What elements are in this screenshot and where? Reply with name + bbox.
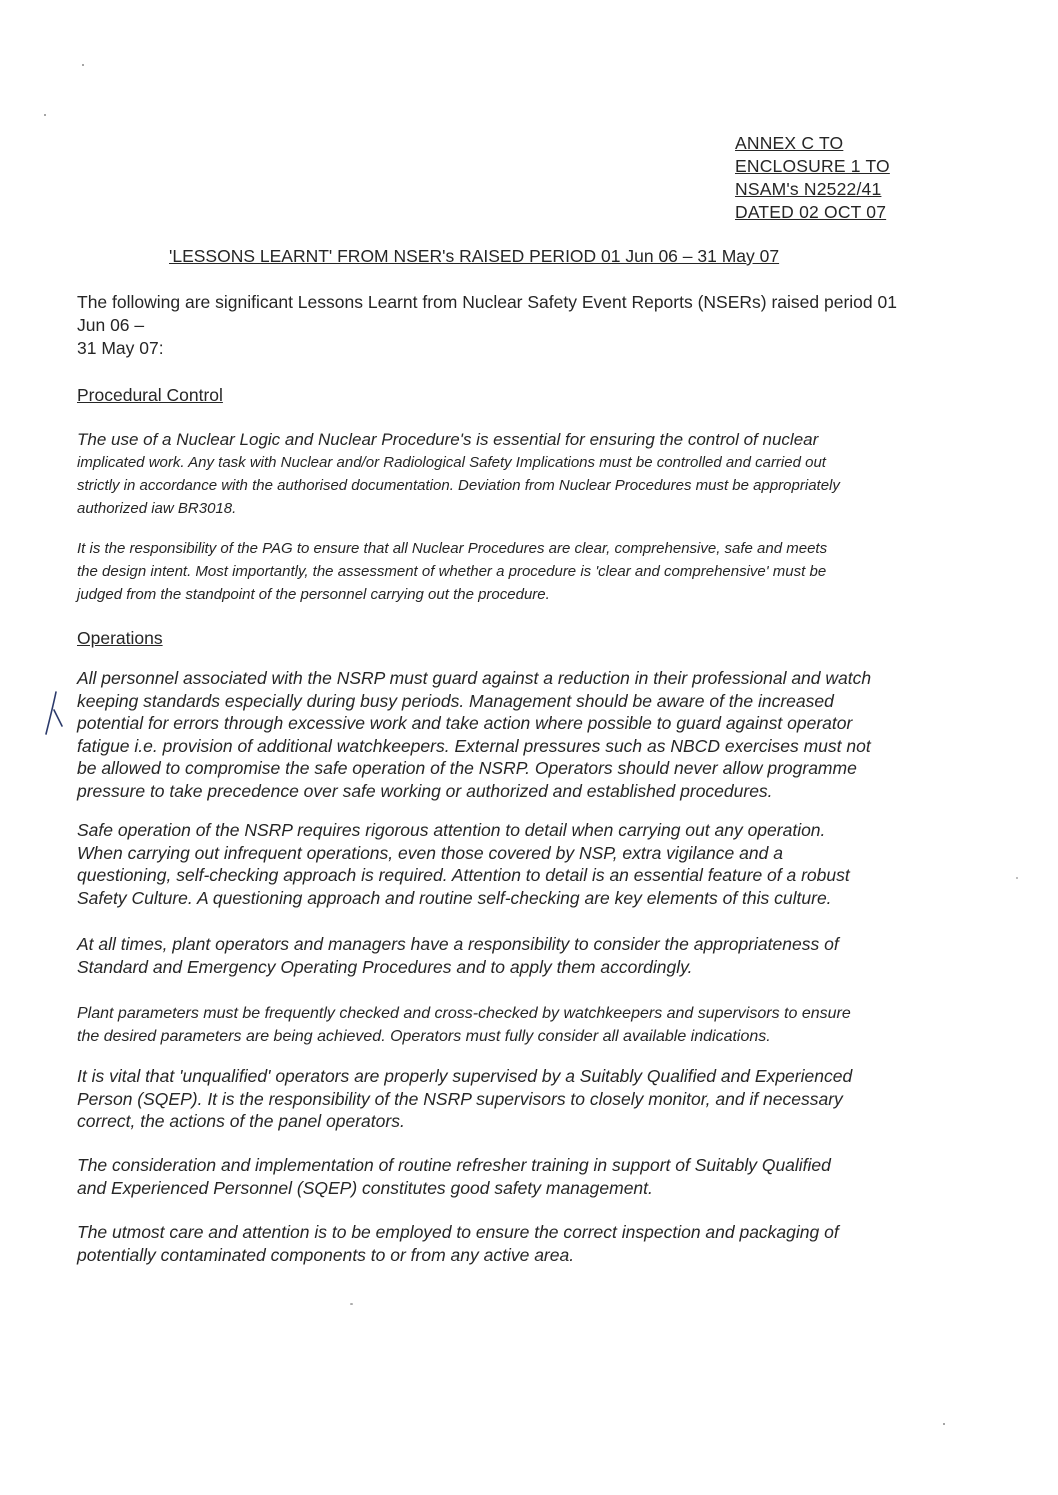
scan-speck [350,1303,353,1305]
text-line: authorized iaw BR3018. [77,500,237,517]
annex-line-4: DATED 02 OCT 07 [735,202,887,222]
operations-paragraph-3 [77,933,839,978]
annex-line-1: ANNEX C TO [735,133,844,153]
operations-paragraph-1 [77,667,871,802]
procedural-paragraph-2 [77,537,827,606]
annex-reference [735,132,890,224]
intro-line-2: Jun 06 – [77,315,145,335]
text-line: At all times, plant operators and managers have a responsibility to consider the appropriateness of [77,934,839,954]
text-line: implicated work. Any task with Nuclear and/or Radiological Safety Implications must be controlled and carried out [77,454,826,471]
text-line: potential for errors through excessive work and take action where possible to guard against operator [77,713,853,733]
scan-speck [1016,877,1018,879]
text-line: questioning, self-checking approach is required. Attention to detail is an essential feature of a robust [77,865,850,885]
scan-speck [82,64,84,66]
operations-paragraph-5 [77,1065,852,1133]
intro-paragraph [77,291,977,360]
text-line: The utmost care and attention is to be employed to ensure the correct inspection and packaging of [77,1222,839,1242]
text-line: the desired parameters are being achieved. Operators must fully consider all available indications. [77,1028,771,1045]
text-line: strictly in accordance with the authorised documentation. Deviation from Nuclear Procedures must be appropriately [77,477,840,494]
operations-paragraph-6 [77,1154,831,1199]
text-line: Person (SQEP). It is the responsibility of the NSRP supervisors to closely monitor, and if necessary [77,1088,843,1109]
text-line: The use of a Nuclear Logic and Nuclear Procedure's is essential for ensuring the control of nuclear [77,430,819,449]
text-line: potentially contaminated components to or from any active area. [77,1244,575,1265]
text-line: pressure to take precedence over safe working or authorized and established procedures. [77,780,773,801]
text-line: Safe operation of the NSRP requires rigorous attention to detail when carrying out any operation. [77,820,826,840]
text-line: It is vital that 'unqualified' operators are properly supervised by a Suitably Qualified and Experienced [77,1066,853,1086]
procedural-paragraph-1 [77,428,840,520]
text-line: and Experienced Personnel (SQEP) constitutes good safety management. [77,1177,653,1198]
scan-speck [943,1423,945,1425]
text-line: be allowed to compromise the safe operation of the NSRP. Operators should never allow programme [77,758,857,778]
text-line: All personnel associated with the NSRP must guard against a reduction in their professional and watch [77,668,872,688]
operations-paragraph-4 [77,1002,851,1048]
text-line: correct, the actions of the panel operators. [77,1111,405,1131]
margin-pen-mark [42,690,66,740]
text-line: keeping standards especially during busy periods. Management should be aware of the increased [77,690,834,711]
text-line: judged from the standpoint of the personnel carrying out the procedure. [77,586,550,603]
section-title-operations: Operations [77,628,163,648]
text-line: Plant parameters must be frequently checked and cross-checked by watchkeepers and supervisors to ensure [77,1005,851,1022]
text-line: When carrying out infrequent operations, even those covered by NSP, extra vigilance and a [77,842,783,863]
section-title-procedural-control: Procedural Control [77,385,223,405]
intro-line-1: The following are significant Lessons Learnt from Nuclear Safety Event Reports (NSERs) raised period 01 [77,292,897,312]
text-line: fatigue i.e. provision of additional watchkeepers. External pressures such as NBCD exercises must not [77,735,871,756]
scan-speck [44,114,46,116]
text-line: Safety Culture. A questioning approach and routine self-checking are key elements of this culture. [77,887,832,908]
text-line: the design intent. Most importantly, the assessment of whether a procedure is 'clear and comprehensive' must be [77,563,827,580]
document-heading: 'LESSONS LEARNT' FROM NSER's RAISED PERIOD 01 Jun 06 – 31 May 07 [169,246,780,266]
text-line: The consideration and implementation of routine refresher training in support of Suitably Qualified [77,1155,831,1175]
intro-line-3: 31 May 07: [77,338,164,358]
text-line: It is the responsibility of the PAG to ensure that all Nuclear Procedures are clear, comprehensive, safe and meets [77,540,828,557]
annex-line-2: ENCLOSURE 1 TO [735,156,890,176]
operations-paragraph-2 [77,819,850,909]
text-line: Standard and Emergency Operating Procedures and to apply them accordingly. [77,956,693,977]
operations-paragraph-7 [77,1221,839,1266]
annex-line-3: NSAM's N2522/41 [735,179,882,199]
